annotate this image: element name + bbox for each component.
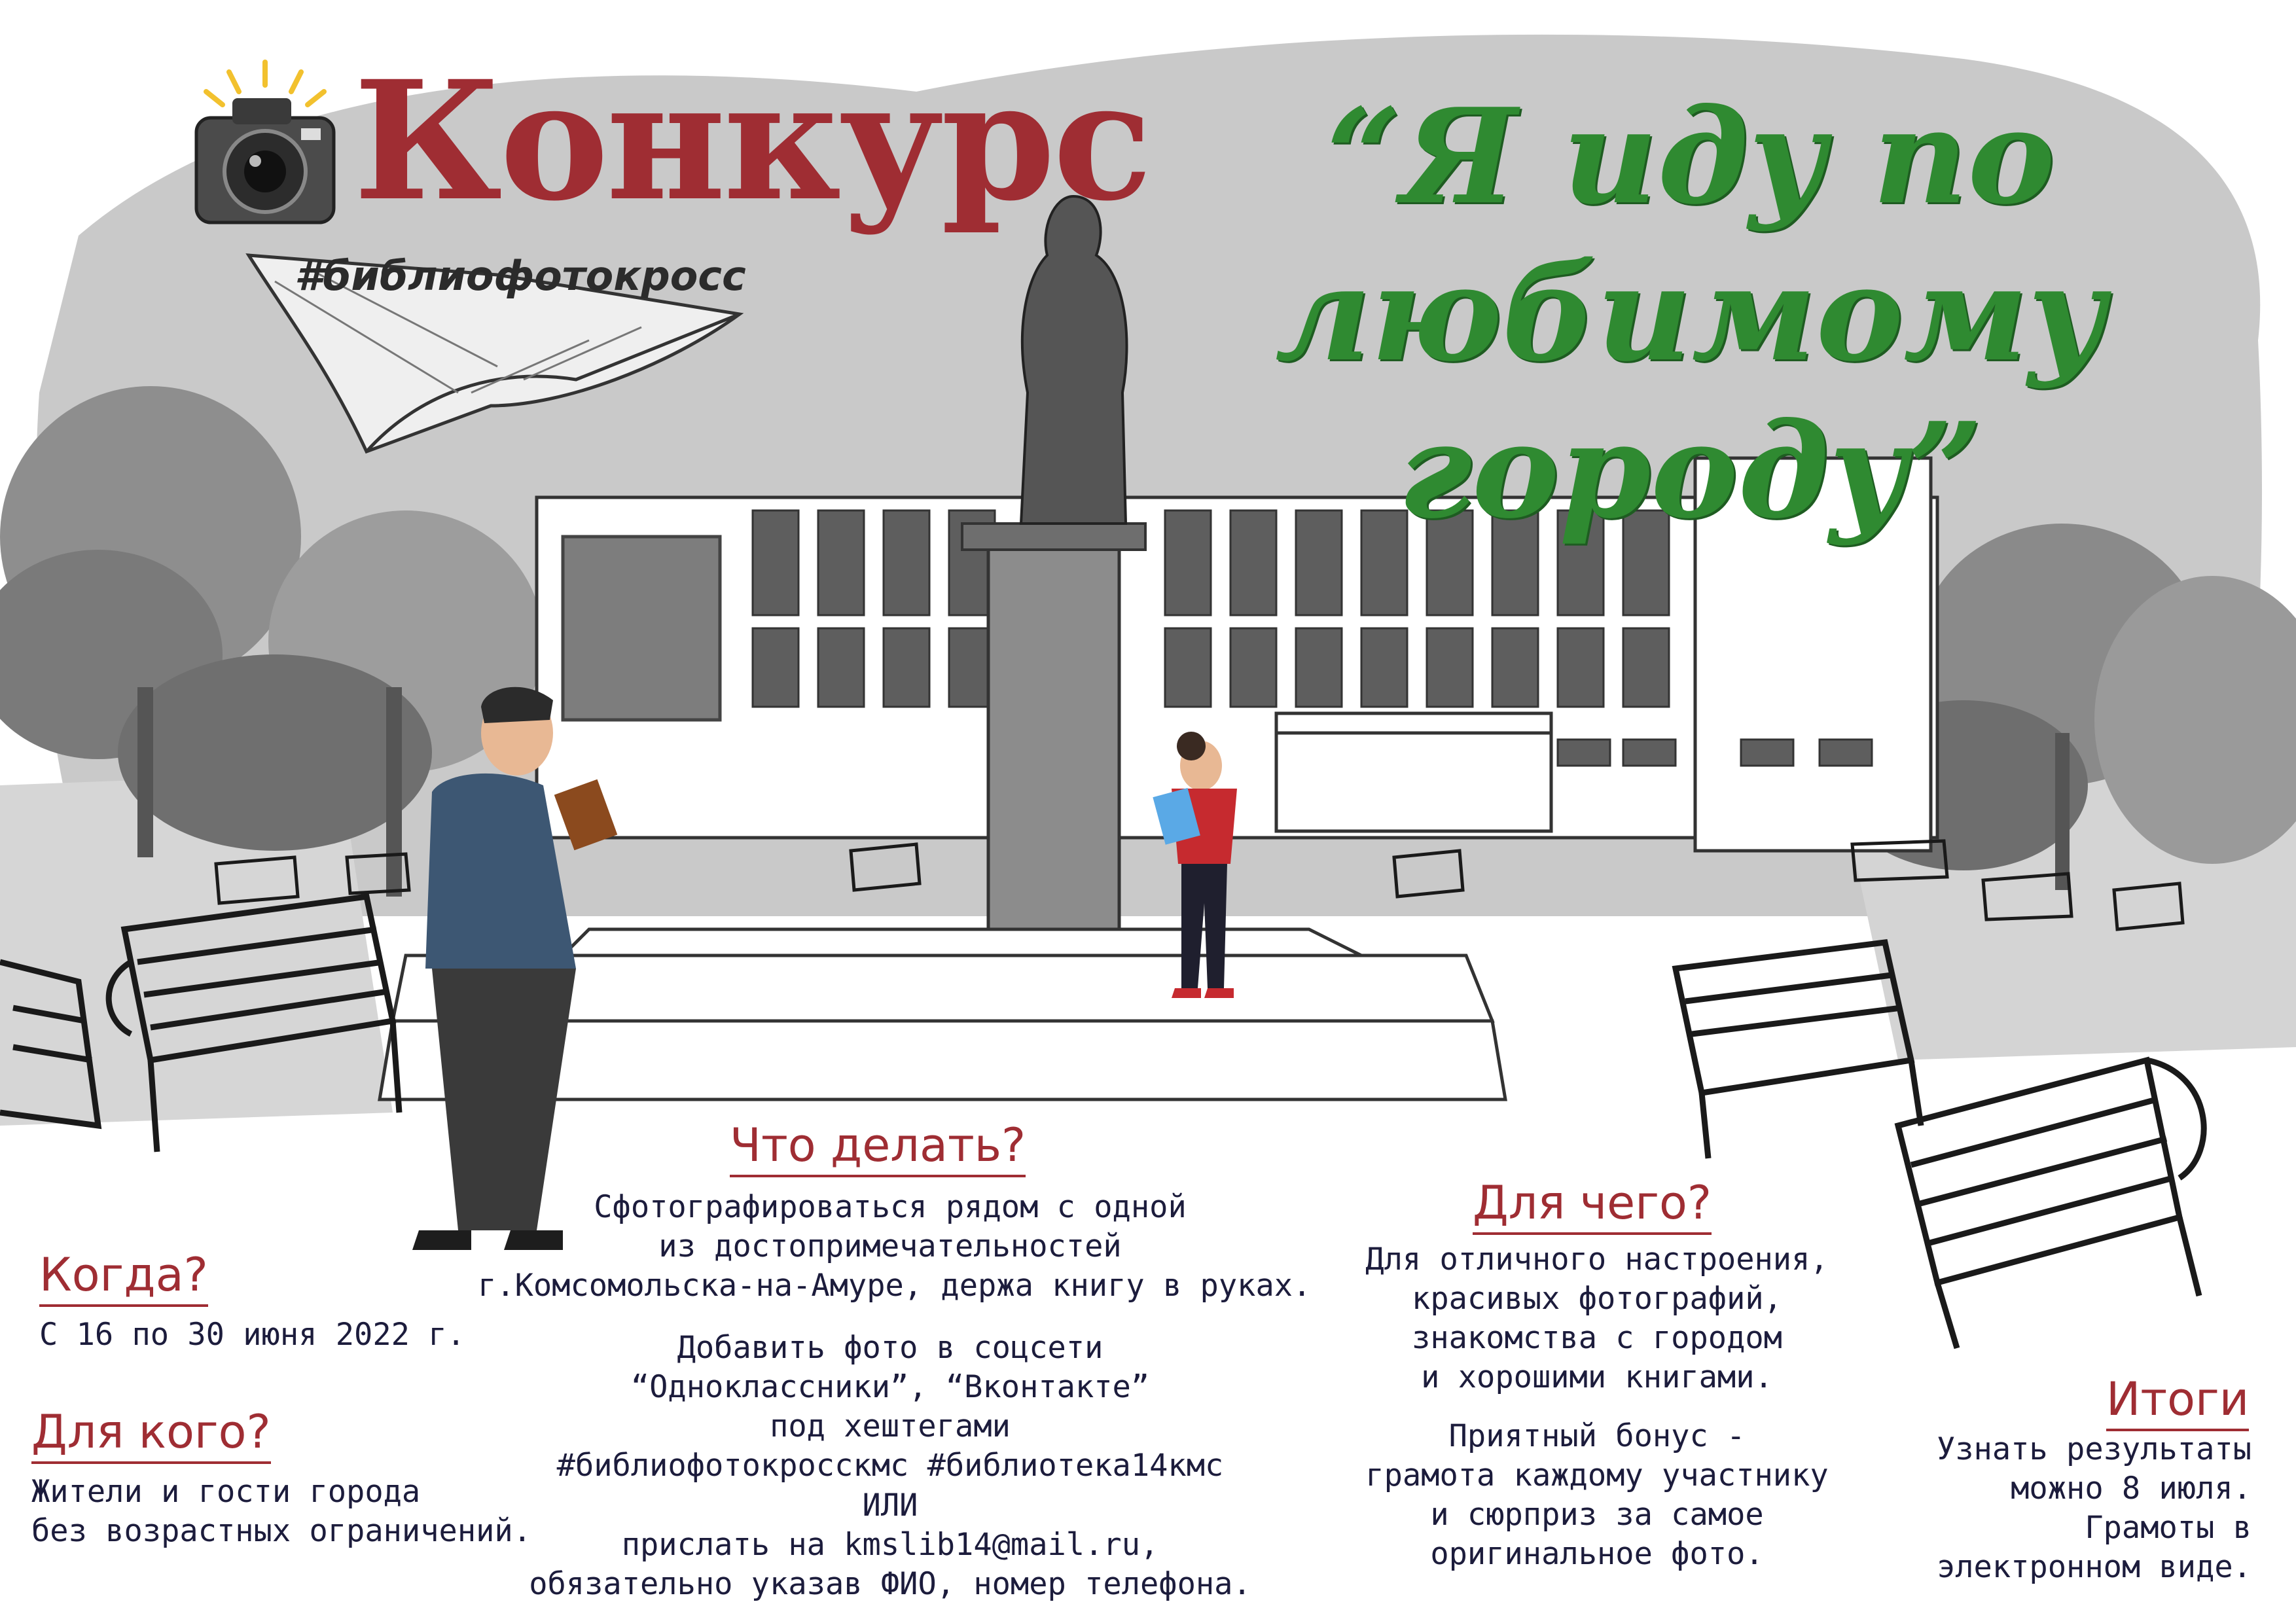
- results-text: [1885, 1430, 2251, 1588]
- why-heading: Для чего?: [1473, 1178, 1712, 1235]
- what-hashtags: #библиофотокросскмс #библиотека14кмс: [556, 1448, 1224, 1484]
- why-line: грамота каждому участнику: [1365, 1457, 1829, 1494]
- contest-title: Конкурс: [353, 45, 1150, 237]
- contest-headline: [1183, 79, 2198, 550]
- why-line: знакомства с городом: [1412, 1320, 1782, 1357]
- why-line: оригинальное фото.: [1430, 1536, 1764, 1573]
- what-line: из достопримечательностей: [658, 1228, 1122, 1265]
- results-line: Узнать результаты: [1936, 1431, 2251, 1467]
- camera-icon: [196, 62, 334, 223]
- results-line: Грамоты в: [2085, 1510, 2251, 1546]
- what-line: Сфотографироваться рядом с одной: [594, 1189, 1187, 1225]
- what-instructions-photo: [478, 1188, 1312, 1306]
- when-heading: Когда?: [39, 1250, 208, 1307]
- what-line: ИЛИ: [862, 1487, 918, 1524]
- what-line: “Одноклассники”, “Вконтакте”: [630, 1369, 1150, 1406]
- why-line: Для отличного настроения,: [1365, 1241, 1829, 1277]
- what-line: обязательно указав ФИО, номер телефона.: [529, 1565, 1251, 1602]
- bench-right-mid: [1676, 942, 1921, 1158]
- why-bonus: [1329, 1417, 1865, 1575]
- why-line: Приятный бонус -: [1448, 1418, 1746, 1454]
- what-line: под хештегами: [770, 1408, 1011, 1445]
- why-line: и хорошими книгами.: [1421, 1359, 1773, 1396]
- what-line: г.Комсомольска-на-Амуре, держа книгу в руках.: [478, 1268, 1312, 1304]
- who-line: Жители и гости города: [31, 1474, 421, 1510]
- when-text: С 16 по 30 июня 2022 г.: [39, 1317, 465, 1353]
- what-email-line: прислать на kmslib14@mail.ru,: [621, 1526, 1159, 1563]
- why-reasons: [1329, 1240, 1865, 1398]
- what-line: Добавить фото в соцсети: [677, 1330, 1103, 1366]
- results-line: электронном виде.: [1936, 1549, 2251, 1586]
- headline-line-2: любимому городу”: [1275, 237, 2106, 548]
- results-heading: Итоги: [2106, 1374, 2249, 1431]
- who-text: [31, 1472, 531, 1551]
- contest-hashtag: #библиофотокросс: [295, 252, 746, 300]
- what-instructions-upload: [478, 1329, 1302, 1604]
- who-line: без возрастных ограничений.: [31, 1513, 532, 1550]
- why-line: и сюрприз за самое: [1430, 1497, 1764, 1533]
- what-heading: Что делать?: [730, 1120, 1026, 1177]
- who-heading: Для кого?: [31, 1407, 271, 1464]
- headline-line-1: “Я иду по: [1326, 80, 2055, 234]
- why-line: красивых фотографий,: [1412, 1281, 1782, 1317]
- results-line: можно 8 июля.: [2011, 1471, 2251, 1507]
- bench-right-front: [1898, 1060, 2204, 1348]
